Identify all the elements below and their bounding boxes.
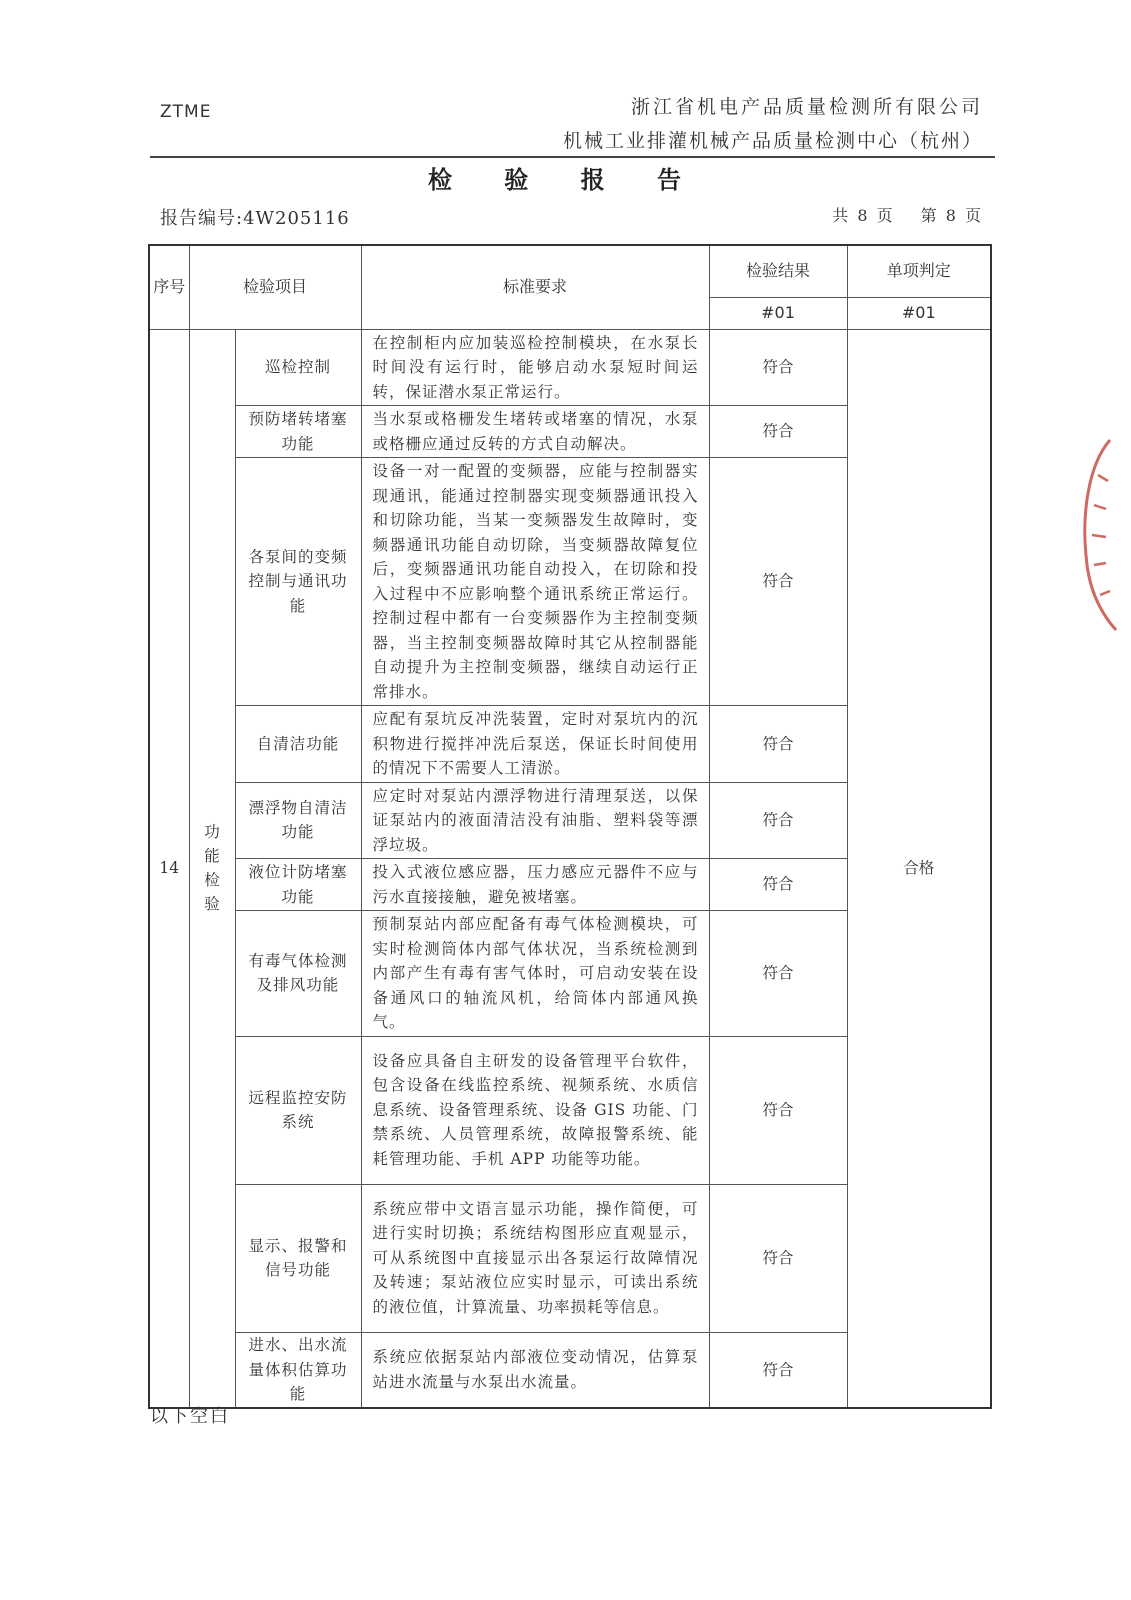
item-name: 各泵间的变频控制与通讯功能: [235, 458, 361, 706]
item-name: 漂浮物自清洁功能: [235, 782, 361, 859]
current-page: 第 8 页: [920, 206, 981, 225]
standard-text: 在控制柜内应加装巡检控制模块，在水泵长时间没有运行时，能够启动水泵短时间运转，保证潜水泵正常运行。: [361, 329, 709, 406]
item-name: 巡检控制: [235, 329, 361, 406]
item-header: 检验项目: [189, 245, 361, 329]
standard-text: 应配有泵坑反冲洗装置，定时对泵坑内的沉积物进行搅拌冲洗后泵送，保证长时间使用的情况下不需要人工清淤。: [361, 706, 709, 783]
seq-number: 14: [149, 329, 189, 1408]
result-value: 符合: [709, 911, 847, 1037]
judgment-sample-header: #01: [847, 297, 991, 329]
item-name: 液位计防堵塞功能: [235, 859, 361, 911]
inspection-table: [148, 244, 992, 1409]
organization-name: 浙江省机电产品质量检测所有限公司: [630, 96, 983, 118]
result-value: 符合: [709, 458, 847, 706]
page-counter: [804, 203, 981, 226]
standard-text: 设备一对一配置的变频器，应能与控制器实现通讯，能通过控制器实现变频器通讯投入和切除功能，当某一变频器发生故障时，变频器通讯功能自动切除，当变频器故障复位后，变频器通讯功能自动投入，在切除和投入过程中不应影响整个通讯系统正常运行。控制过程中都有一台变频器作为主控制变频器，当主控制变频器故障时其它从控制器能自动提升为主控制变频器，继续自动运行正常排水。: [361, 458, 709, 706]
seal-stamp-fragment: [1080, 435, 1120, 635]
category-cell: 功能检验: [189, 329, 235, 1408]
item-name: 远程监控安防系统: [235, 1036, 361, 1184]
result-header: 检验结果: [709, 245, 847, 297]
report-number: 报告编号:4W205116: [160, 208, 350, 229]
item-name: 预防堵转堵塞功能: [235, 406, 361, 458]
item-name: 显示、报警和信号功能: [235, 1184, 361, 1332]
header-divider: [150, 156, 995, 158]
logo: ZTME: [160, 102, 212, 122]
item-name: 进水、出水流量体积估算功能: [235, 1332, 361, 1408]
result-value: 符合: [709, 1332, 847, 1408]
result-value: 符合: [709, 859, 847, 911]
standard-text: 应定时对泵站内漂浮物进行清理泵送，以保证泵站内的液面清洁没有油脂、塑料袋等漂浮垃圾。: [361, 782, 709, 859]
standard-header: 标准要求: [361, 245, 709, 329]
blank-below-note: 以下空白: [150, 1406, 230, 1427]
result-value: 符合: [709, 782, 847, 859]
result-value: 符合: [709, 406, 847, 458]
result-value: 符合: [709, 1184, 847, 1332]
total-pages: 共 8 页: [832, 206, 893, 225]
standard-text: 当水泵或格栅发生堵转或堵塞的情况，水泵或格栅应通过反转的方式自动解决。: [361, 406, 709, 458]
judgment-value: 合格: [847, 329, 991, 1408]
item-name: 有毒气体检测及排风功能: [235, 911, 361, 1037]
result-value: 符合: [709, 1036, 847, 1184]
seq-header: 序号: [149, 245, 189, 329]
result-sample-header: #01: [709, 297, 847, 329]
item-name: 自清洁功能: [235, 706, 361, 783]
page-title: 检 验 报 告: [427, 165, 704, 194]
result-value: 符合: [709, 329, 847, 406]
result-value: 符合: [709, 706, 847, 783]
standard-text: 系统应依据泵站内部液位变动情况，估算泵站进水流量与水泵出水流量。: [361, 1332, 709, 1408]
standard-text: 设备应具备自主研发的设备管理平台软件，包含设备在线监控系统、视频系统、水质信息系统、设备管理系统、设备 GIS 功能、门禁系统、人员管理系统，故障报警系统、能耗管理功能、手机 APP 功能等功能。: [361, 1036, 709, 1184]
judgment-header: 单项判定: [847, 245, 991, 297]
standard-text: 系统应带中文语言显示功能，操作简便，可进行实时切换；系统结构图形应直观显示，可从系统图中直接显示出各泵运行故障情况及转速；泵站液位应实时显示，可读出系统的液位值，计算流量、功率损耗等信息。: [361, 1184, 709, 1332]
table-row: [149, 329, 991, 406]
organization-center-name: 机械工业排灌机械产品质量检测中心（杭州）: [562, 130, 983, 152]
standard-text: 投入式液位感应器，压力感应元器件不应与污水直接接触，避免被堵塞。: [361, 859, 709, 911]
standard-text: 预制泵站内部应配备有毒气体检测模块，可实时检测筒体内部气体状况，当系统检测到内部产生有毒有害气体时，可启动安装在设备通风口的轴流风机，给筒体内部通风换气。: [361, 911, 709, 1037]
